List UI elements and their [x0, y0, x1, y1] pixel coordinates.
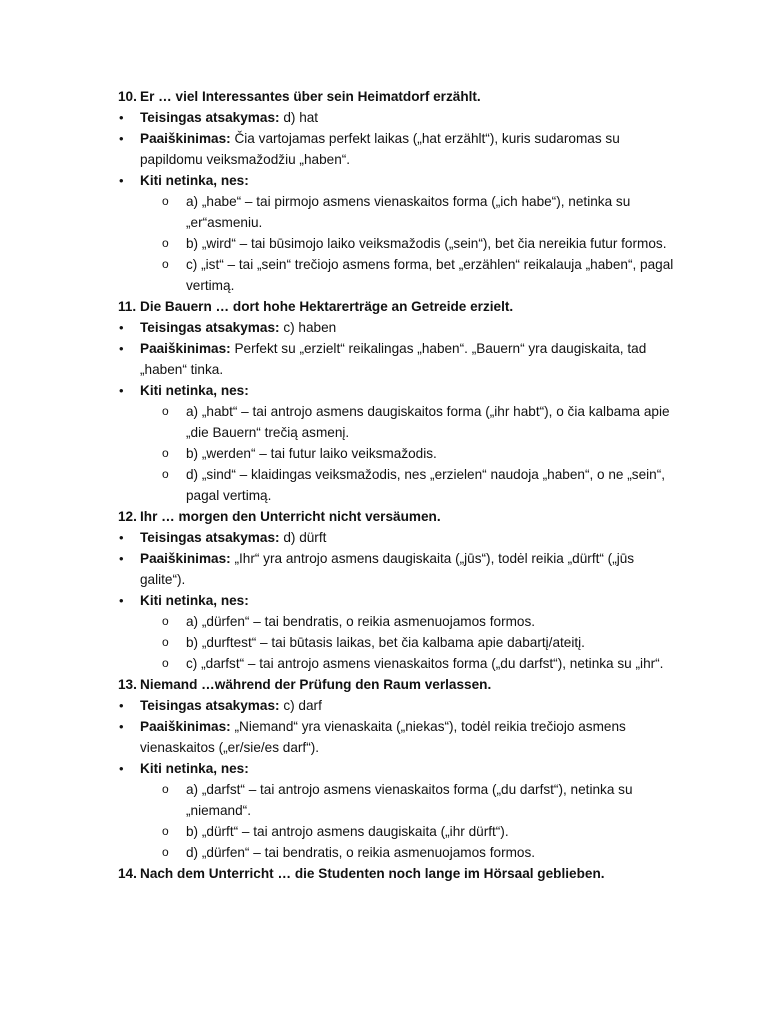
option-reason	[118, 611, 678, 632]
bullet-icon: •	[119, 551, 124, 566]
circle-bullet-icon: o	[162, 782, 169, 796]
answer-value: d) dürft	[283, 530, 327, 545]
answer-label: Teisingas atsakymas:	[140, 110, 280, 125]
others-label: Kiti netinka, nes:	[140, 173, 249, 188]
circle-bullet-icon: o	[162, 236, 169, 250]
question-block	[118, 296, 678, 506]
option-reason-text: b) „dürft“ – tai antrojo asmens daugiskaita („ihr dürft“).	[186, 824, 509, 839]
answer-label: Teisingas atsakymas:	[140, 698, 280, 713]
question-text: Die Bauern … dort hohe Hektarerträge an Getreide erzielt.	[140, 299, 514, 314]
option-reason-text: c) „ist“ – tai „sein“ trečiojo asmens forma, bet „erzählen“ reikalauja „haben“, pagal vertimą.	[186, 257, 674, 293]
question-block	[118, 674, 678, 863]
explanation-text: „Ihr“ yra antrojo asmens daugiskaita („jūs“), todėl reikia „dürft“ („jūs galite“).	[140, 551, 635, 587]
option-reason-text: b) „durftest“ – tai būtasis laikas, bet čia kalbama apie dabartį/ateitį.	[186, 635, 585, 650]
option-reason	[118, 653, 678, 674]
bullet-icon: •	[119, 719, 124, 734]
bullet-icon: •	[119, 341, 124, 356]
explanation-row	[118, 128, 678, 170]
bullet-icon: •	[119, 761, 124, 776]
bullet-icon: •	[119, 698, 124, 713]
question-number: 14.	[118, 866, 137, 881]
option-reason	[118, 254, 678, 296]
answer-label: Teisingas atsakymas:	[140, 530, 280, 545]
explanation-label: Paaiškinimas:	[140, 719, 231, 734]
others-row	[118, 758, 678, 779]
question-text: Niemand …während der Prüfung den Raum verlassen.	[140, 677, 492, 692]
circle-bullet-icon: o	[162, 446, 169, 460]
question-heading	[118, 863, 678, 884]
question-text: Nach dem Unterricht … die Studenten noch lange im Hörsaal geblieben.	[140, 866, 605, 881]
bullet-icon: •	[119, 110, 124, 125]
question-text: Ihr … morgen den Unterricht nicht versäumen.	[140, 509, 441, 524]
bullet-icon: •	[119, 530, 124, 545]
circle-bullet-icon: o	[162, 845, 169, 859]
document-body	[118, 86, 678, 884]
circle-bullet-icon: o	[162, 656, 169, 670]
answer-row	[118, 527, 678, 548]
explanation-row	[118, 338, 678, 380]
option-reason-text: a) „darfst“ – tai antrojo asmens vienaskaitos forma („du darfst“), netinka su „niemand“.	[186, 782, 633, 818]
answer-value: c) darf	[283, 698, 322, 713]
option-reason	[118, 464, 678, 506]
circle-bullet-icon: o	[162, 614, 169, 628]
bullet-icon: •	[119, 593, 124, 608]
bullet-icon: •	[119, 173, 124, 188]
explanation-text: „Niemand“ yra vienaskaita („niekas“), todėl reikia trečiojo asmens vienaskaitos („er/sie/es darf“).	[140, 719, 626, 755]
option-reason	[118, 632, 678, 653]
option-reason-text: d) „dürfen“ – tai bendratis, o reikia asmenuojamos formos.	[186, 845, 536, 860]
question-heading	[118, 674, 678, 695]
option-reason	[118, 779, 678, 821]
question-number: 12.	[118, 509, 137, 524]
question-block	[118, 506, 678, 674]
explanation-row	[118, 716, 678, 758]
bullet-icon: •	[119, 320, 124, 335]
others-row	[118, 170, 678, 191]
option-reason	[118, 401, 678, 443]
option-reason	[118, 191, 678, 233]
circle-bullet-icon: o	[162, 824, 169, 838]
question-heading	[118, 506, 678, 527]
option-reason	[118, 842, 678, 863]
option-reason-text: a) „dürfen“ – tai bendratis, o reikia asmenuojamos formos.	[186, 614, 536, 629]
others-label: Kiti netinka, nes:	[140, 761, 249, 776]
answer-row	[118, 317, 678, 338]
question-block	[118, 863, 678, 884]
explanation-label: Paaiškinimas:	[140, 341, 231, 356]
bullet-icon: •	[119, 383, 124, 398]
option-reason	[118, 821, 678, 842]
question-number: 11.	[118, 299, 137, 314]
question-heading	[118, 296, 678, 317]
explanation-text: Čia vartojamas perfekt laikas („hat erzählt“), kuris sudaromas su papildomu veiksmažodžiu „haben“.	[140, 131, 620, 167]
explanation-label: Paaiškinimas:	[140, 131, 231, 146]
option-reason-text: c) „darfst“ – tai antrojo asmens vienaskaitos forma („du darfst“), netinka su „ihr“.	[186, 656, 664, 671]
answer-value: c) haben	[283, 320, 337, 335]
circle-bullet-icon: o	[162, 257, 169, 271]
option-reason-text: a) „habe“ – tai pirmojo asmens vienaskaitos forma („ich habe“), netinka su „er“asmeniu.	[186, 194, 631, 230]
others-row	[118, 590, 678, 611]
others-row	[118, 380, 678, 401]
circle-bullet-icon: o	[162, 194, 169, 208]
bullet-icon: •	[119, 131, 124, 146]
option-reason-text: a) „habt“ – tai antrojo asmens daugiskaitos forma („ihr habt“), o čia kalbama apie „die Bauern“ trečią asmenį.	[186, 404, 670, 440]
option-reason-text: b) „wird“ – tai būsimojo laiko veiksmažodis („sein“), bet čia nereikia futur formos.	[186, 236, 667, 251]
circle-bullet-icon: o	[162, 635, 169, 649]
answer-value: d) hat	[283, 110, 319, 125]
explanation-text: Perfekt su „erzielt“ reikalingas „haben“. „Bauern“ yra daugiskaita, tad „haben“ tinka.	[140, 341, 647, 377]
option-reason-text: d) „sind“ – klaidingas veiksmažodis, nes „erzielen“ naudoja „haben“, o ne „sein“, pagal vertimą.	[186, 467, 666, 503]
question-number: 13.	[118, 677, 137, 692]
question-text: Er … viel Interessantes über sein Heimatdorf erzählt.	[140, 89, 481, 104]
answer-label: Teisingas atsakymas:	[140, 320, 280, 335]
answer-row	[118, 695, 678, 716]
option-reason-text: b) „werden“ – tai futur laiko veiksmažodis.	[186, 446, 437, 461]
question-block	[118, 86, 678, 296]
question-heading	[118, 86, 678, 107]
circle-bullet-icon: o	[162, 467, 169, 481]
others-label: Kiti netinka, nes:	[140, 593, 249, 608]
answer-row	[118, 107, 678, 128]
question-number: 10.	[118, 89, 137, 104]
option-reason	[118, 443, 678, 464]
others-label: Kiti netinka, nes:	[140, 383, 249, 398]
explanation-label: Paaiškinimas:	[140, 551, 231, 566]
option-reason	[118, 233, 678, 254]
circle-bullet-icon: o	[162, 404, 169, 418]
explanation-row	[118, 548, 678, 590]
